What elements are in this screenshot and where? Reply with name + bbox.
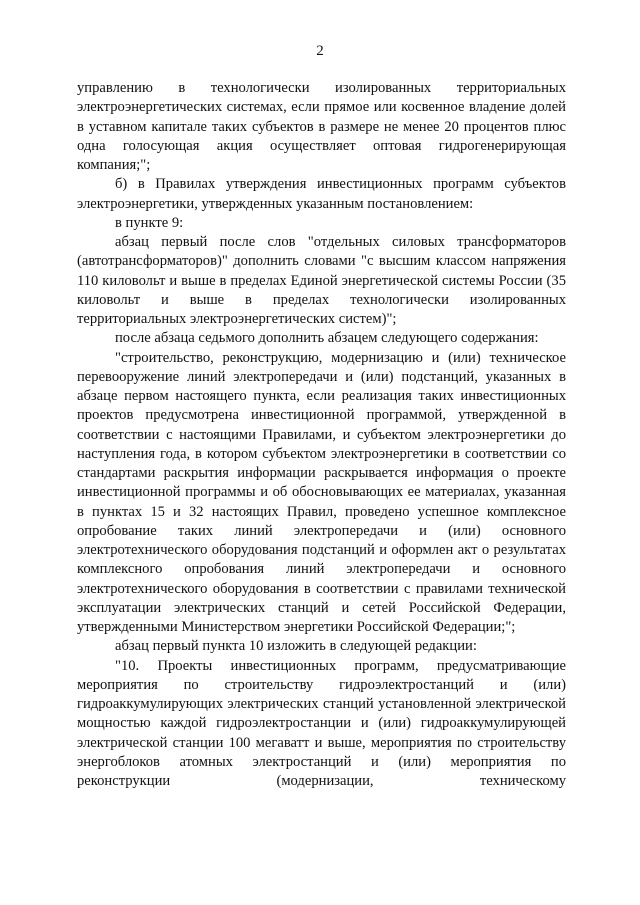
document-body xyxy=(77,79,566,791)
paragraph-after-seventh: после абзаца седьмого дополнить абзацем следующего содержания: xyxy=(115,330,539,347)
paragraph-first-abzac: абзац первый после слов "отдельных силовых трансформаторов (автотрансформаторов)" дополнить словами "с высшим классом напряжения 110 киловольт и выше в пределах Единой энергетической системы России (35 киловольт и выше в пределах технологически изолированных территориальных электроэнергетических систем)"; xyxy=(77,234,566,327)
paragraph-point-9: в пункте 9: xyxy=(115,214,184,231)
paragraph-point-10-text: "10. Проекты инвестиционных программ, предусматривающие мероприятия по строительству гидроэлектростанций и (или) гидроаккумулирующих электрических станций установленной электрической мощностью каждой гидроэлектростанции и (или) гидроаккумулирующей электрической станции 100 мегаватт и выше, мероприятия по строительству энергоблоков атомных электростанций и (или) мероприятия по реконструкции (модернизации, техническому xyxy=(77,657,566,789)
paragraph-quoted-insert: "строительство, реконструкцию, модернизацию и (или) техническое перевооружение линий электропередачи и (или) подстанций, указанных в абзаце первом настоящего пункта, если реализация таких инвестиционных проектов предусмотрена инвестиционной программой, утвержденной в соответствии с настоящими Правилами, и субъектом электроэнергетики до наступления года, в котором субъектом электроэнергетики в соответствии со стандартами раскрытия информации раскрывается информация о проекте инвестиционной программы и об обосновывающих ее материалах, указанная в пунктах 15 и 32 настоящих Правил, проведено успешное комплексное опробование таких линий электропередачи и (или) основного электротехнического оборудования подстанций и оформлен акт о результатах комплексного опробования линий электропередачи и основного электротехнического оборудования в соответствии с правилами технической эксплуатации электрических станций и сетей Российской Федерации, утвержденными Министерством энергетики Российской Федерации;"; xyxy=(77,349,566,635)
paragraph-point-10-instruction: абзац первый пункта 10 изложить в следующей редакции: xyxy=(115,638,477,655)
paragraph-continuation: управлению в технологически изолированных территориальных электроэнергетических системах, если прямое или косвенное владение долей в уставном капитале таких субъектов в размере не менее 20 процентов плюс одна голосующая акция осуществляет оптовая гидрогенерирующая компания;"; xyxy=(77,80,566,173)
page-number: 2 xyxy=(316,43,324,59)
paragraph-item-b: б) в Правилах утверждения инвестиционных программ субъектов электроэнергетики, утвержденных указанным постановлением: xyxy=(77,176,566,212)
